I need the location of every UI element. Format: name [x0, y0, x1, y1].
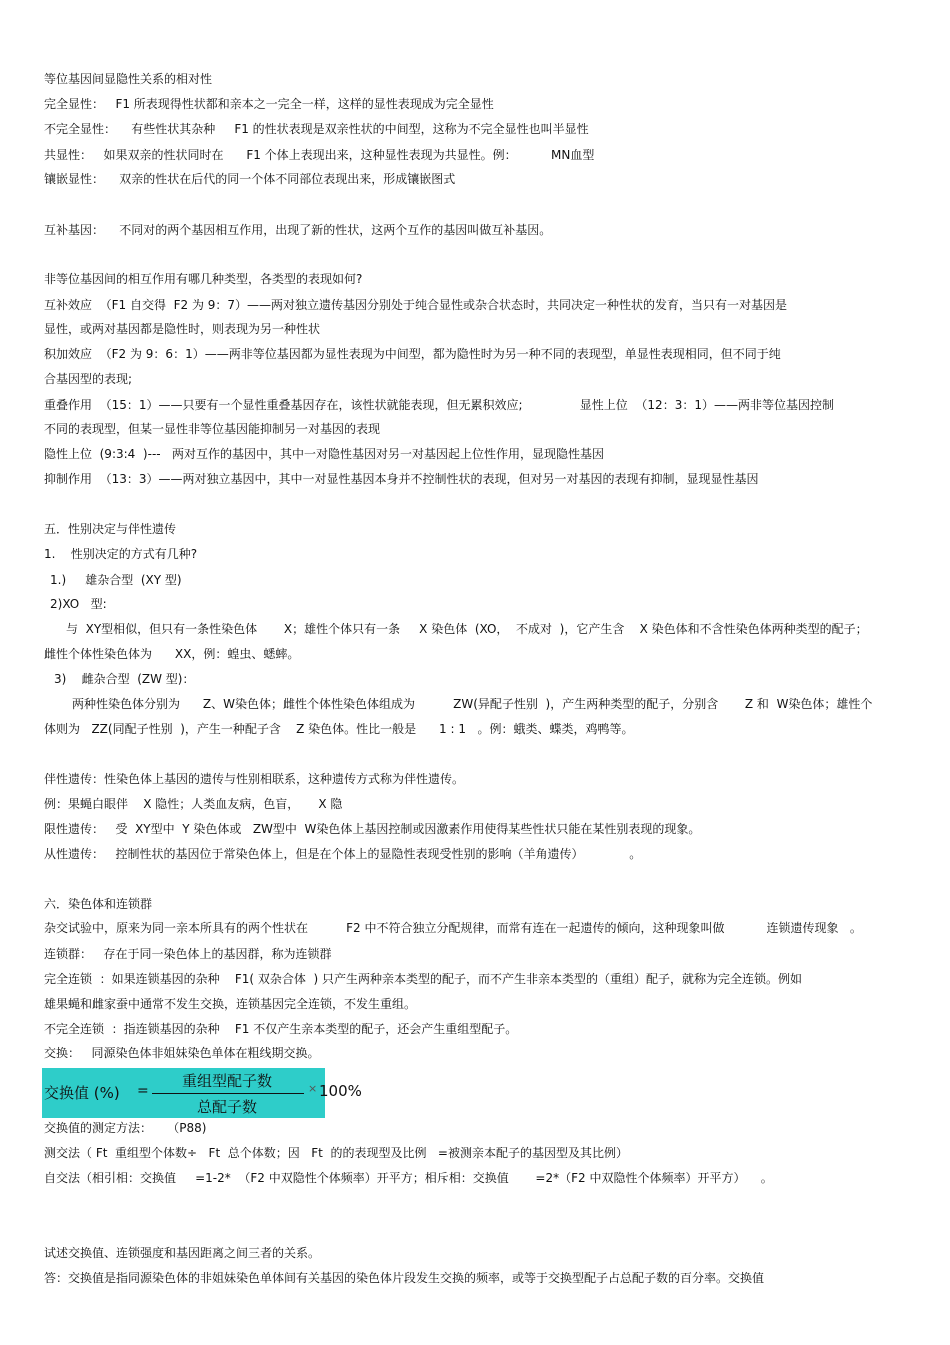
text-line: 不完全显性： 有些性状其杂种 F1 的性状表现是双亲性状的中间型，这称为不完全显性也叫半显性 [44, 122, 589, 136]
text-line: 体则为 ZZ(同配子性别 )，产生一种配子含 Z 染色体。性比一般是 1 : 1 。例：蛾类、蝶类，鸡鸭等。 [44, 722, 634, 736]
text-line: 两种性染色体分别为 Z、W染色体；雌性个体性染色体组成为 ZW(异配子性别 )，产生两种类型的配子，分别含 Z 和 W染色体；雄性个 [72, 697, 873, 711]
text-line: 隐性上位 (9:3:4 )--- 两对互作的基因中，其中一对隐性基因对另一对基因起上位性作用，显现隐性基因 [44, 447, 605, 461]
crossover-formula [42, 1068, 362, 1118]
text-line: 不同的表现型，但某一显性非等位基因能抑制另一对基因的表现 [44, 422, 381, 436]
text-line: 交换： 同源染色体非姐妹染色单体在粗线期交换。 [44, 1046, 320, 1060]
text-line: 互补基因： 不同对的两个基因相互作用，出现了新的性状，这两个互作的基因叫做互补基因。 [44, 223, 552, 237]
text-line: 显性，或两对基因都是隐性时，则表现为另一种性状 [44, 322, 321, 336]
text-line: 1.) 雄杂合型 (XY 型) [50, 573, 182, 587]
text-line: 完全连锁 ：如果连锁基因的杂种 F1( 双杂合体 ) 只产生两种亲本类型的配子，而不产生非亲本类型的（重组）配子，就称为完全连锁。例如 [44, 972, 803, 986]
text-line: 3) 雌杂合型 (ZW 型)： [54, 672, 195, 686]
text-line: 例：果蝇白眼伴 X 隐性；人类血友病，色盲， X 隐 [44, 797, 343, 811]
text-line: 积加效应 （F2 为 9：6：1）——两非等位基因都为显性表现为中间型，都为隐性时为另一种不同的表现型，单显性表现相同，但不同于纯 [44, 347, 781, 361]
text-line: 连锁群： 存在于同一染色体上的基因群，称为连锁群 [44, 947, 332, 961]
text-line: 从性遗传： 控制性状的基因位于常染色体上，但是在个体上的显隐性表现受性别的影响（羊角遗传） 。 [44, 847, 642, 861]
formula-numerator: 重组型配子数 [181, 1072, 272, 1090]
text-line: 交换值的测定方法： （P88) [44, 1121, 207, 1135]
text-line: 完全显性： F1 所表现得性状都和亲本之一完全一样，这样的显性表现成为完全显性 [44, 97, 494, 111]
section-heading: 五．性别决定与伴性遗传 [44, 522, 177, 536]
fraction-bar [152, 1093, 304, 1094]
heading-dominance: 等位基因间显隐性关系的相对性 [44, 72, 213, 86]
formula-equals: = [137, 1083, 149, 1099]
section-heading: 六．染色体和连锁群 [44, 897, 153, 911]
text-line: 杂交试验中，原来为同一亲本所具有的两个性状在 F2 中不符合独立分配规律，而常有连在一起遗传的倾向，这种现象叫做 连锁遗传现象 。 [44, 921, 862, 935]
text-line: 伴性遗传：性染色体上基因的遗传与性别相联系，这种遗传方式称为伴性遗传。 [44, 772, 465, 786]
text-line: 不完全连锁 ：指连锁基因的杂种 F1 不仅产生亲本类型的配子，还会产生重组型配子。 [44, 1022, 518, 1036]
text-line: 雄果蝇和雌家蚕中通常不发生交换，连锁基因完全连锁，不发生重组。 [44, 997, 417, 1011]
text-line: 自交法（相引相：交换值 =1-2* （F2 中双隐性个体频率）开平方；相斥相：交换值 =2*（F2 中双隐性个体频率）开平方） 。 [44, 1171, 773, 1185]
text-line: 共显性： 如果双亲的性状同时在 F1 个体上表现出来，这种显性表现为共显性。例： MN血型 [44, 148, 595, 162]
text-line: 雌性个体性染色体为 XX，例：蝗虫、蟋蟀。 [44, 647, 300, 661]
text-line: 合基因型的表现; [44, 372, 133, 386]
text-line: 互补效应 （F1 自交得 F2 为 9：7）——两对独立遗传基因分别处于纯合显性或杂合状态时，共同决定一种性状的发育，当只有一对基因是 [44, 298, 788, 312]
formula-denominator: 总配子数 [196, 1098, 257, 1116]
text-line: 答：交换值是指同源染色体的非姐妹染色单体间有关基因的染色体片段发生交换的频率，或等于交换型配子占总配子数的百分率。交换值 [44, 1271, 765, 1285]
question-line: 试述交换值、连锁强度和基因距离之间三者的关系。 [44, 1246, 321, 1260]
times-sign: × [308, 1082, 318, 1095]
text-line: 抑制作用 （13：3）——两对独立基因中，其中一对显性基因本身并不控制性状的表现，但对另一对基因的表现有抑制，显现显性基因 [44, 472, 759, 486]
question-line: 非等位基因间的相互作用有哪几种类型，各类型的表现如何? [44, 272, 363, 286]
text-line: 测交法（ Ft 重组型个体数÷ Ft 总个体数；因 Ft 的的表现型及比例 =被测亲本配子的基因型及其比例） [44, 1146, 628, 1160]
text-line: 限性遗传： 受 XY型中 Y 染色体或 ZW型中 W染色体上基因控制或因激素作用使得某些性状只能在某性别表现的现象。 [44, 822, 701, 836]
formula-percent: 100% [319, 1082, 362, 1100]
text-line: 2)XO 型: [50, 597, 107, 611]
text-line: 镶嵌显性： 双亲的性状在后代的同一个体不同部位表现出来，形成镶嵌图式 [44, 172, 456, 186]
formula-lhs: 交换值 (%) [44, 1084, 120, 1102]
text-line: 1. 性别决定的方式有几种? [44, 547, 198, 561]
text-line: 重叠作用 （15：1）——只要有一个显性重叠基因存在，该性状就能表现，但无累积效应; 显性上位 （12：3：1）——两非等位基因控制 [44, 398, 834, 412]
text-line: 与 XY型相似，但只有一条性染色体 X；雄性个体只有一条 X 染色体 (XO， 不成对 )，它产生含 X 染色体和不含性染色体两种类型的配子； [66, 622, 868, 636]
